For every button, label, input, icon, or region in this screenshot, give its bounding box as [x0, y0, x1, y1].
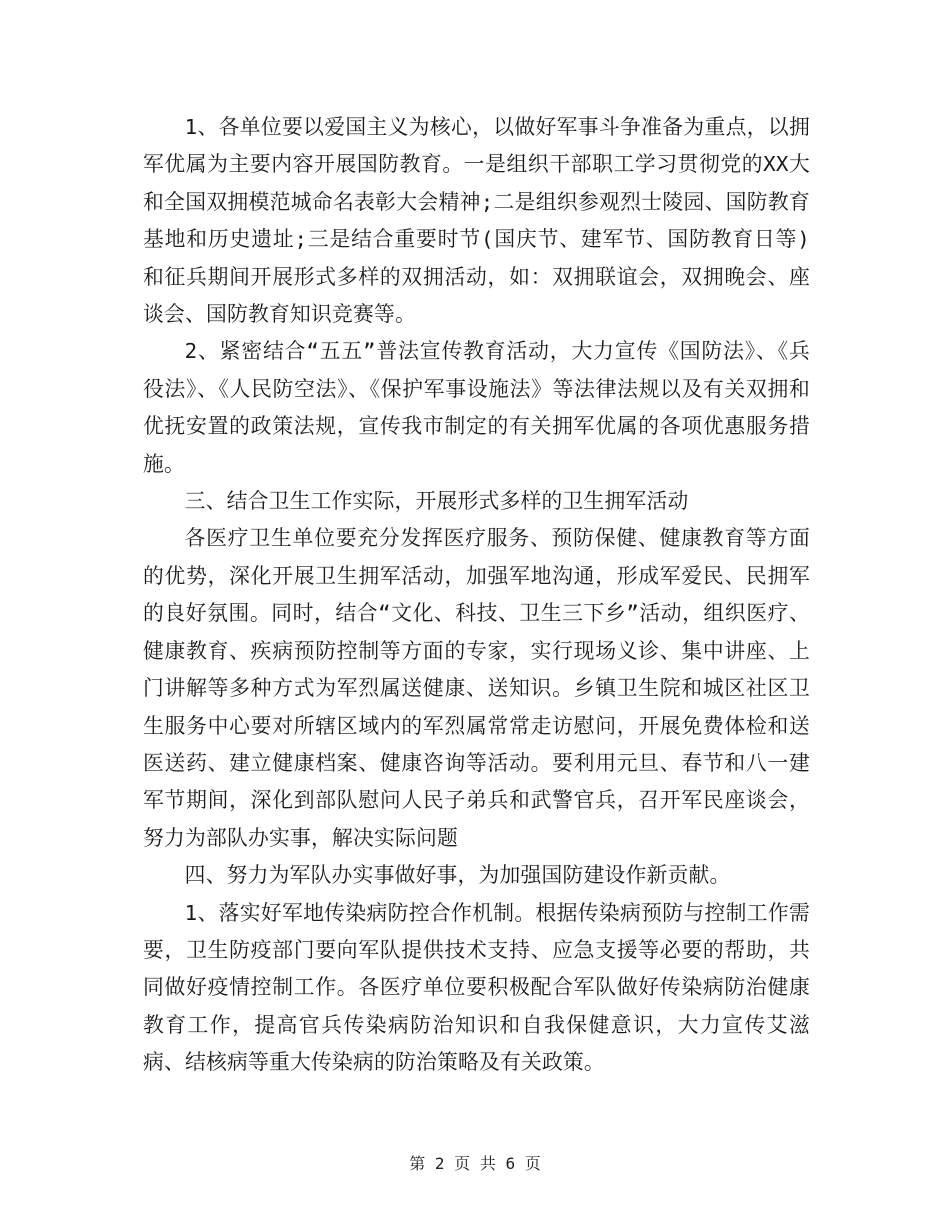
paragraph-2: 2、紧密结合“五五”普法宣传教育活动，大力宣传《国防法》、《兵役法》、《人民防空法》、《保护军事设施法》等法律法规以及有关双拥和优抚安置的政策法规，宣传我市制定的有关拥军优属的各项优惠服务措施。	[143, 339, 810, 476]
section-heading-4: 四、努力为军队办实事做好事，为加强国防建设作新贡献。	[184, 863, 731, 888]
paragraph-4: 1、落实好军地传染病防控合作机制。根据传染病预防与控制工作需要，卫生防疫部门要向军队提供技术支持、应急支援等必要的帮助，共同做好疫情控制工作。各医疗单位要积极配合军队做好传染病防治健康教育工作，提高官兵传染病防治知识和自我保健意识，大力宣传艾滋病、结核病等重大传染病的防治策略及有关政策。	[143, 900, 810, 1075]
document-body	[143, 109, 810, 1082]
page-footer: 第 2 页 共 6 页	[409, 1154, 541, 1173]
section-heading-3: 三、结合卫生工作实际，开展形式多样的卫生拥军活动	[184, 489, 689, 514]
paragraph-1: 1、各单位要以爱国主义为核心，以做好军事斗争准备为重点，以拥军优属为主要内容开展国防教育。一是组织干部职工学习贯彻党的XX大和全国双拥模范城命名表彰大会精神;二是组织参观烈士陵园、国防教育基地和历史遗址;三是结合重要时节(国庆节、建军节、国防教育日等)和征兵期间开展形式多样的双拥活动，如：双拥联谊会，双拥晚会、座谈会、国防教育知识竞赛等。	[143, 115, 810, 327]
paragraph-3: 各医疗卫生单位要充分发挥医疗服务、预防保健、健康教育等方面的优势，深化开展卫生拥军活动，加强军地沟通，形成军爱民、民拥军的良好氛围。同时，结合“文化、科技、卫生三下乡”活动，组织医疗、健康教育、疾病预防控制等方面的专家，实行现场义诊、集中讲座、上门讲解等多种方式为军烈属送健康、送知识。乡镇卫生院和城区社区卫生服务中心要对所辖区域内的军烈属常常走访慰问，开展免费体检和送医送药、建立健康档案、健康咨询等活动。要利用元旦、春节和八一建军节期间，深化到部队慰问人民子弟兵和武警官兵，召开军民座谈会，努力为部队办实事，解决实际问题	[143, 526, 810, 850]
